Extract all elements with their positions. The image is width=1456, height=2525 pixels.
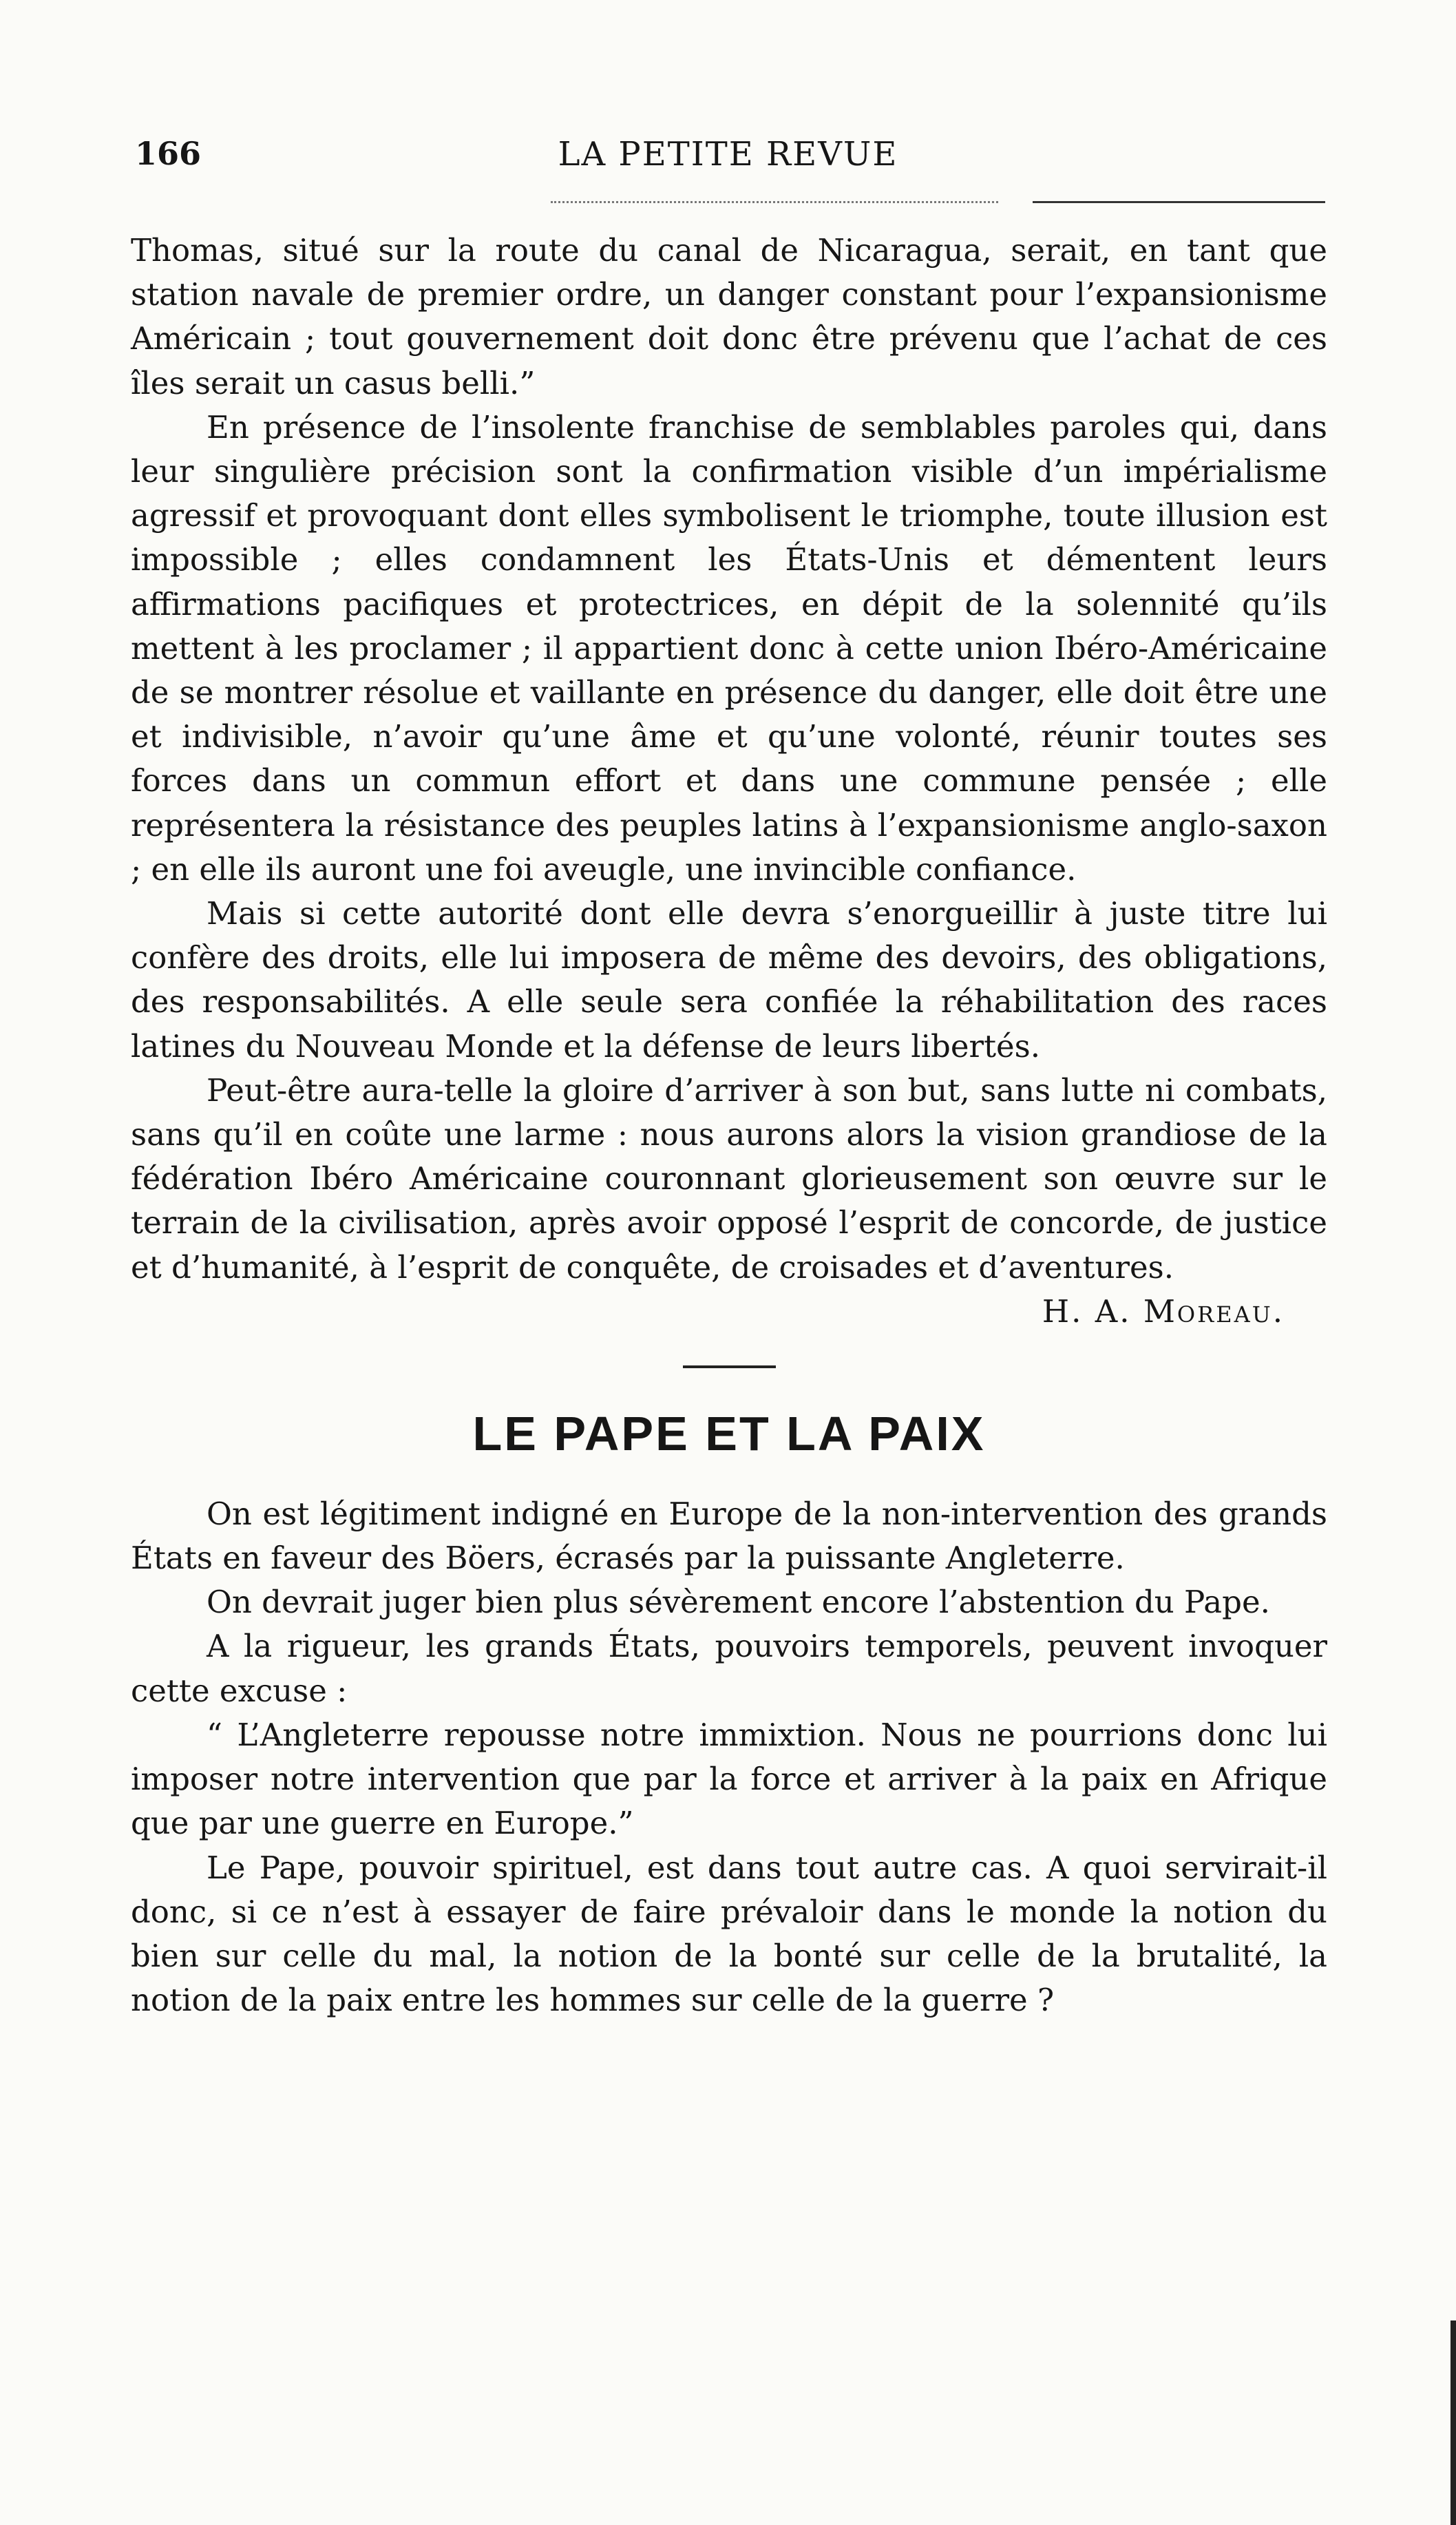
author-name: H. A. Moreau. [1042, 1292, 1285, 1330]
article2-paragraph-5: Le Pape, pouvoir spirituel, est dans tout autre cas. A quoi servirait-il donc, si ce n’est à essayer de faire prévaloir dans le monde la notion du bien sur celle du mal, la notion de la bonté sur celle de la brutalité, la notion de la paix entre les hommes sur celle de la guerre ? [131, 1849, 1327, 2019]
header-rule [1033, 201, 1325, 203]
article1-paragraph-4: Peut-être aura-telle la gloire d’arriver à son but, sans lutte ni combats, sans qu’il en coûte une larme : nous aurons alors la vision grandiose de la fédération Ibéro Américaine couronnant glorieusement son œuvre sur le terrain de la civilisation, après avoir opposé l’esprit de concorde, de justice et d’humanité, à l’esprit de conquête, de croisades et d’aventures. [131, 1071, 1327, 1286]
article2-paragraph-1: On est légitiment indigné en Europe de la non-intervention des grands États en faveur des Böers, écrasés par la puissante Angleterre. [131, 1495, 1327, 1577]
page-body [131, 229, 1327, 2022]
running-title: LA PETITE REVUE [558, 135, 898, 174]
section-separator [683, 1365, 776, 1368]
article2-quote: “ L’Angleterre repousse notre immixtion. Nous ne pourrions donc lui imposer notre intervention que par la force et arriver à la paix en Afrique que par une guerre en Europe.” [131, 1716, 1327, 1842]
author-signature [131, 1290, 1327, 1334]
article1-paragraph-2: En présence de l’insolente franchise de semblables paroles qui, dans leur singulière précision sont la confirmation visible d’un impérialisme agressif et provoquant dont elles symbolisent le triomphe, toute illusion est impossible ; elles condamnent les États-Unis et démentent leurs affirmations pacifiques et protectrices, en dépit de la solennité qu’ils mettent à les proclamer ; il appartient donc à cette union Ibéro-Américaine de se montrer résolue et vaillante en présence du danger, elle doit être une et indivisible, n’avoir qu’une âme et qu’une volonté, réunir toutes ses forces dans un commun effort et dans une commune pensée ; elle représentera la résistance des peuples latins à l’expansionisme anglo-saxon ; en elle ils auront une foi aveugle, une invincible confiance. [131, 408, 1327, 888]
article2-paragraph-3: A la rigueur, les grands États, pouvoirs temporels, peuvent invoquer cette excuse : [131, 1628, 1327, 1709]
article-title: LE PAPE ET LA PAIX [472, 1406, 986, 1460]
article1-paragraph-1: Thomas, situé sur la route du canal de Nicaragua, serait, en tant que station navale de premier ordre, un danger constant pour l’expansionisme Américain ; tout gouvernement doit donc être prévenu que l’achat de ces îles serait un casus belli.” [131, 232, 1327, 401]
scan-edge-shadow [1450, 2320, 1456, 2525]
header-dotted-rule [551, 201, 998, 203]
article1-paragraph-3: Mais si cette autorité dont elle devra s’enorgueillir à juste titre lui confère des droits, elle lui imposera de même des devoirs, des obligations, des responsabilités. A elle seule sera confiée la réhabilitation des races latines du Nouveau Monde et la défense de leurs libertés. [131, 895, 1327, 1065]
page-number: 166 [135, 135, 202, 172]
article2-paragraph-2: On devrait juger bien plus sévèrement encore l’abstention du Pape. [207, 1584, 1270, 1621]
